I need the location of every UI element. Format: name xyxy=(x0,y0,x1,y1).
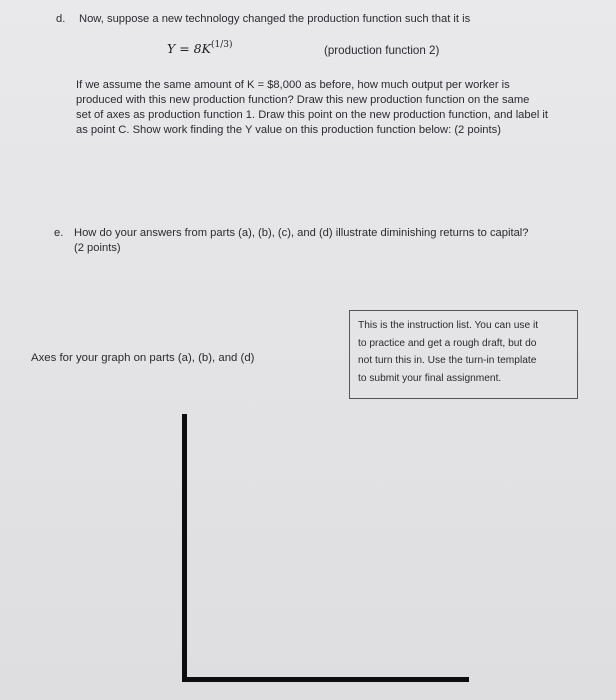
graph-y-axis xyxy=(182,414,187,682)
part-d-marker: d. xyxy=(56,13,66,25)
instruction-line-1: This is the instruction list. You can use it xyxy=(358,320,539,331)
instruction-box xyxy=(349,310,578,399)
part-d-prompt: Now, suppose a new technology changed the production function such that it is xyxy=(79,13,471,25)
axes-label: Axes for your graph on parts (a), (b), and (d) xyxy=(31,352,255,364)
instruction-line-4: to submit your final assignment. xyxy=(358,372,502,384)
part-e-line-1: How do your answers from parts (a), (b), (c), and (d) illustrate diminishing returns to capital? xyxy=(74,227,529,239)
part-d-line-4: as point C. Show work finding the Y value on this production function below: (2 points) xyxy=(76,124,501,136)
production-function-2-formula xyxy=(167,40,232,56)
formula-base: Y = 8K xyxy=(167,41,211,56)
instruction-line-2: to practice and get a rough draft, but do xyxy=(358,337,537,349)
part-e-line-2: (2 points) xyxy=(74,242,121,254)
part-d-line-3: set of axes as production function 1. Draw this point on the new production function, and label it xyxy=(76,109,549,121)
graph-x-axis xyxy=(182,677,469,682)
part-d-line-2: produced with this new production function? Draw this new production function on the same xyxy=(76,94,530,106)
part-e-question xyxy=(74,226,529,256)
part-d-line-1: If we assume the same amount of K = $8,000 as before, how much output per worker is xyxy=(76,79,510,91)
production-function-2-label: (production function 2) xyxy=(324,44,440,57)
formula-exponent: (1/3) xyxy=(210,40,233,50)
instruction-line-3: not turn this in. Use the turn-in template xyxy=(358,355,537,366)
part-d-paragraph xyxy=(76,78,548,138)
part-e-marker: e. xyxy=(54,227,64,239)
